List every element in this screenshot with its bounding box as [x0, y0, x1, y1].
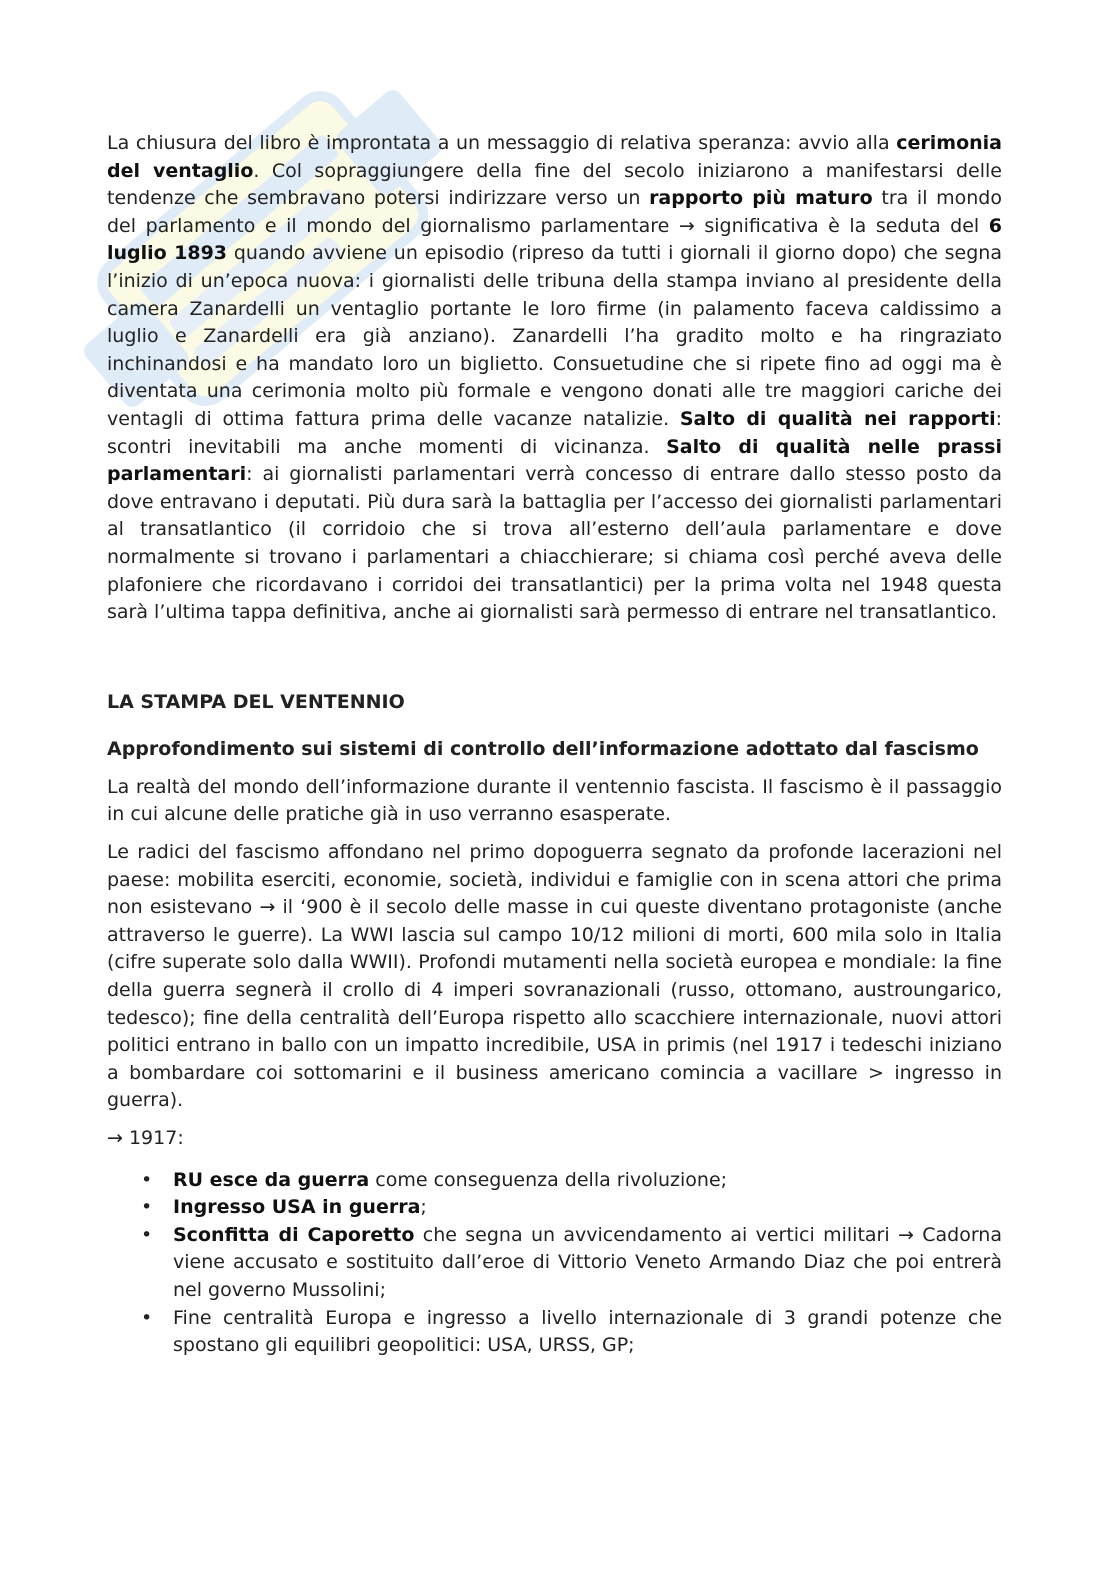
list-item: [141, 1222, 1002, 1305]
list-item-bold: Sconfitta di Caporetto: [173, 1223, 415, 1246]
intro-paragraph: [107, 130, 1002, 627]
intro-text-1: La chiusura del libro è improntata a un messaggio di relativa speranza: avvio alla: [107, 132, 897, 154]
intro-bold-ventaglio: cerimonia del ventaglio: [107, 132, 1002, 182]
list-item: [141, 1305, 1002, 1360]
list-item: [141, 1167, 1002, 1195]
paragraph-ventennio: La realtà del mondo dell’informazione durante il ventennio fascista. Il fascismo è il passaggio in cui alcune delle pratiche già in uso verranno esasperate.: [107, 775, 1002, 826]
section-subtitle: Approfondimento sui sistemi di controllo dell’informazione adottato dal fascismo: [107, 738, 979, 761]
bullet-icon: •: [141, 1306, 153, 1329]
document-page: [107, 130, 1002, 1360]
bullet-list: [107, 1167, 1002, 1360]
arrow-year-line: → 1917:: [107, 1127, 184, 1149]
list-item-bold: RU esce da guerra: [173, 1168, 370, 1191]
list-item-text: che segna un avvicendamento ai vertici militari → Cadorna viene accusato e sostituito dall’eroe di Vittorio Veneto Armando Diaz che poi entrerà nel governo Mussolini;: [173, 1223, 1002, 1301]
intro-text-2: . Col sopraggiungere della fine del secolo iniziarono a manifestarsi delle tendenze che sembravano potersi indirizzare verso un: [107, 159, 1002, 210]
list-item-text: ;: [420, 1196, 427, 1219]
intro-bold-rapporti: Salto di qualità nei rapporti: [679, 407, 996, 430]
list-item: [141, 1194, 1002, 1222]
intro-text-4: quando avviene un episodio (ripreso da tutti i giornali il giorno dopo) che segna l’inizio di un’epoca nuova: i giornalisti delle tribuna della stampa inviano al presidente della camera Zanardelli un ventaglio portante le loro firme (in palamento faceva caldissimo a luglio e Zanardelli era già anziano). Zanardelli l’ha gradito molto e ha ringraziato inchinandosi e ha mandato loro un biglietto. Consuetudine che si ripete fino ad oggi ma è diventata una cerimonia molto più formale e vengono donati alle tre maggiori cariche dei ventagli di ottima fattura prima delle vacanze natalizie.: [107, 242, 1002, 430]
bullet-icon: •: [141, 1223, 153, 1246]
intro-text-3: tra il mondo del parlamento e il mondo del giornalismo parlamentare → significativa è la seduta del: [107, 187, 1002, 237]
bullet-icon: •: [141, 1196, 153, 1219]
intro-text-5: : scontri inevitabili ma anche momenti di vicinanza.: [107, 407, 1002, 458]
paragraph-radici: Le radici del fascismo affondano nel primo dopoguerra segnato da profonde lacerazioni nel paese: mobilita eserciti, economie, società, individui e famiglie con in scena attori che prima non esistevano → il ‘900 è il secolo delle masse in cui queste diventano protagoniste (anche attraverso le guerre). La WWI lascia sul campo 10/12 milioni di morti, 600 mila solo in Italia (cifre superate solo dalla WWII). Profondi mutamenti nella società europea e mondiale: la fine della guerra segnerà il crollo di 4 imperi sovranazionali (russo, ottomano, austroungarico, tedesco); fine della centralità dell’Europa rispetto allo scacchiere internazionale, nuovi attori politici entrano in ballo con un impatto incredibile, USA in primis (nel 1917 i tedeschi iniziano a bombardare coi sottomarini e il business americano comincia a vacillare > ingresso in guerra).: [107, 841, 1002, 1112]
intro-text-6: : ai giornalisti parlamentari verrà concesso di entrare dallo stesso posto da dove entravano i deputati. Più dura sarà la battaglia per l’accesso dei giornalisti parlamentari al transatlantico (il corridoio che si trova all’esterno dell’aula parlamentare e dove normalmente si trovano i parlamentari a chiacchierare; si chiama così perché aveva delle plafoniere che ricordavano i corridoi dei transatlantici) per la prima volta nel 1948 questa sarà l’ultima tappa definitiva, anche ai giornalisti sarà permesso di entrare nel transatlantico.: [107, 463, 1002, 624]
bullet-icon: •: [141, 1168, 153, 1191]
intro-bold-prassi: Salto di qualità nelle prassi parlamentari: [107, 435, 1003, 486]
section-title: LA STAMPA DEL VENTENNIO: [107, 690, 405, 713]
intro-bold-rapporto: rapporto più maturo: [649, 187, 873, 210]
list-item-text: come conseguenza della rivoluzione;: [369, 1168, 728, 1191]
list-item-text: Fine centralità Europa e ingresso a livello internazionale di 3 grandi potenze che spostano gli equilibri geopolitici: USA, URSS, GP;: [173, 1306, 1002, 1357]
intro-bold-date: 6 luglio 1893: [107, 214, 1002, 265]
list-item-bold: Ingresso USA in guerra: [173, 1196, 421, 1219]
